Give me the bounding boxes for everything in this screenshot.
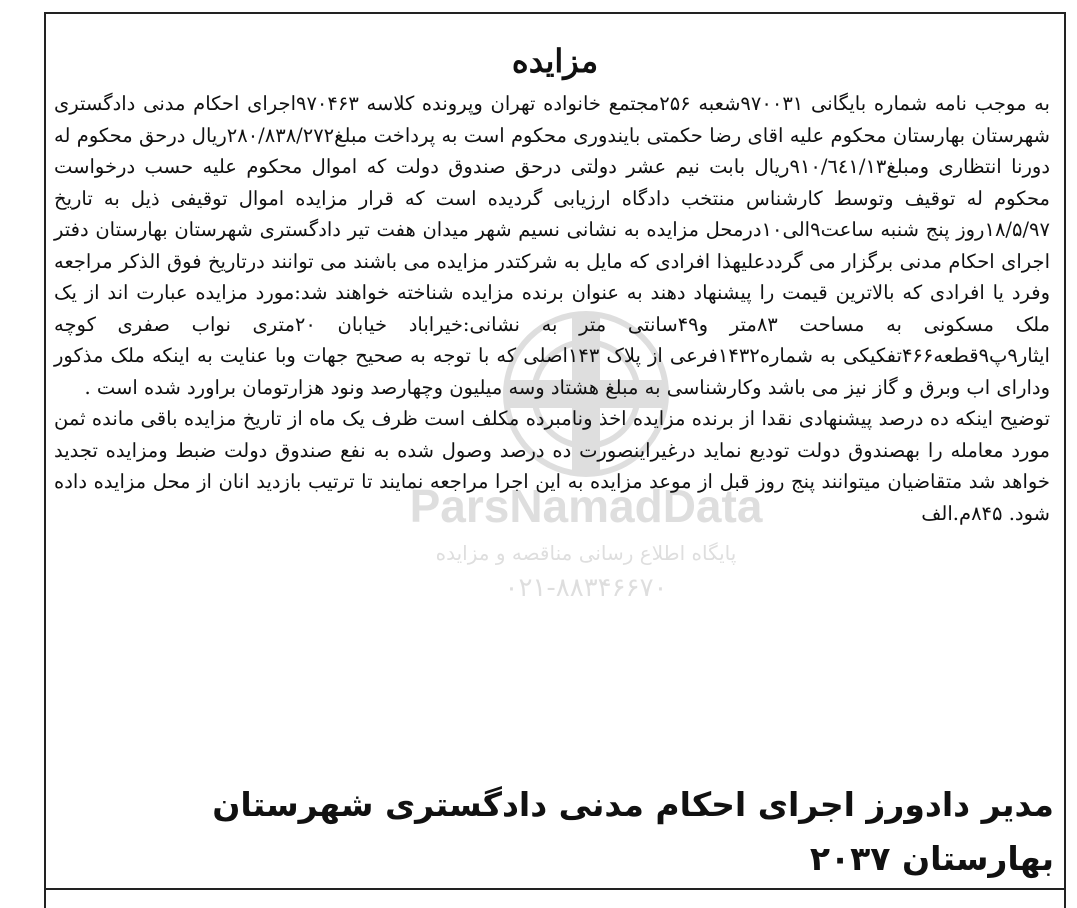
notice-body (54, 88, 1050, 529)
watermark-brand: ParsNamadData (409, 480, 763, 532)
bottom-divider (46, 888, 1064, 890)
notice-title: مزایده (511, 42, 599, 80)
notice-signature: مدیر دادورز اجرای احکام مدنی دادگستری شهرستان بهارستان ۲۰۳۷ (212, 785, 1054, 878)
notice-paragraph-2: توضیح اینکه ده درصد پیشنهادی نقدا از برنده مزایده اخذ ونامبرده مکلف است ظرف یک ماه از تاریخ مزایده باقی مانده ثمن مورد معامله را بهصندوق دولت تودیع نماید درغیراینصورت ده درصد وصول شده به نفع صندوق دولت ضبط ومزایده تجدید خواهد شد متقاضیان میتوانند پنج روز قبل از موعد مزایده به این اجرا مراجعه نمایند تا ترتیب بازدید انان از محل مزایده داده شود. ۸۴۵م.الف (54, 407, 1050, 525)
notice-paragraph-1: به موجب نامه شماره بایگانی ۹۷۰۰۳۱شعبه ۲۵۶مجتمع خانواده تهران وپرونده کلاسه ۹۷۰۴۶۳اجرای احکام مدنی دادگستری شهرستان بهارستان محکوم علیه اقای رضا حکمتی بایندوری محکوم است به پرداخت مبلغ۲۸۰/۸۳۸/۲۷۲ریال درحق محکوم له دورنا انتظاری ومبلغ۹۱۰/٦٤١/١٣ریال بابت نیم عشر دولتی درحق صندوق دولت که اموال محکوم علیه حسب درخواست محکوم له توقیف وتوسط کارشناس منتخب دادگاه ارزیابی گردیده است که قرار مزایده اموال توقیفی ذیل به تاریخ ۱۸/۵/۹۷روز پنج شنبه ساعت۹الی۱۰درمحل مزایده به نشانی نسیم شهر میدان هفت تیر دادگستری شهرستان بهارستان دفتر اجرای احکام مدنی برگزار می گرددعلیهذا افرادی که مایل به شرکتدر مزایده می باشند می توانند درتاریخ فوق الذکر مراجعه وفرد یا افرادی که بالاترین قیمت را پیشنهاد دهند به عنوان برنده مزایده شناخته خواهند شد:مورد مزایده عبارت اند از یک ملک مسکونی به مساحت ۸۳متر و۴۹سانتی متر به نشانی:خیراباد خیابان ۲۰متری نواب صفری کوچه ایثار۹پ۹قطعه۴۶۶تفکیکی به شماره۱۴۳۲فرعی از پلاک ۱۴۳اصلی که با توجه به صحیح جهات وبا عنایت به اینکه ملک مذکور ودارای اب وبرق و گاز نیز می باشد وکارشناسی به مبلغ هشتاد وسه میلیون وچهارصد ونود هزارتومان براورد شده است . (54, 92, 1051, 399)
watermark-tagline: پایگاه اطلاع رسانی مناقصه و مزایده (435, 541, 737, 565)
notice-frame (44, 12, 1066, 908)
watermark-phone: ۰۲۱-۸۸۳۴۶۶۷۰ (504, 573, 668, 603)
